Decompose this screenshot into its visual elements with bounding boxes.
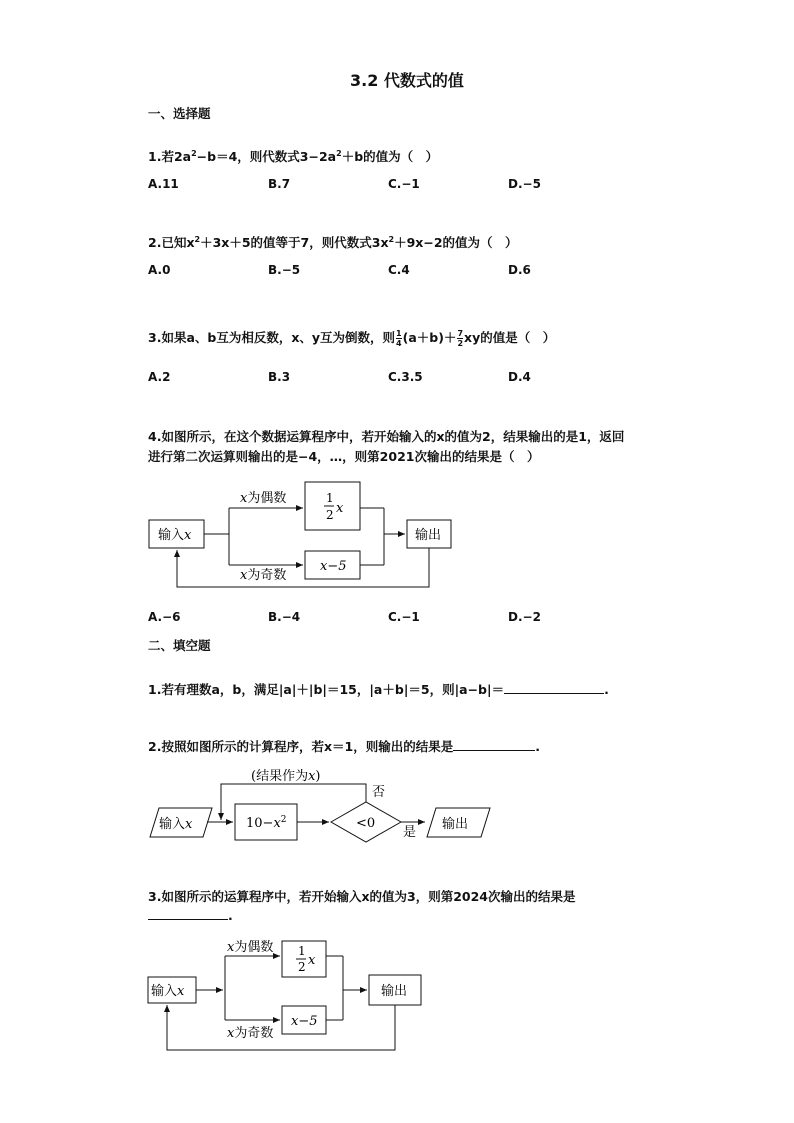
- flowchart-2: [145, 764, 495, 844]
- q4-option-d[interactable]: D.−2: [508, 610, 541, 624]
- fill-question-3-line-1: 3.如图所示的运算程序中，若开始输入x的值为3，则第2024次输出的结果是: [148, 889, 576, 904]
- fig1-half-var: x: [336, 501, 344, 516]
- fig2-condition-label: <0: [356, 816, 376, 831]
- question-4-line-2: 进行第二次运算则输出的是−4，…，则第2021次输出的结果是（ ）: [148, 449, 540, 464]
- q3-frac1-den: 4: [396, 339, 402, 348]
- q3-frac1-num: 1: [396, 329, 402, 338]
- q1-text-c: ＋b的值为（ ）: [341, 149, 439, 164]
- fill-question-1: [148, 680, 609, 698]
- fig3-output-label: 输出: [381, 984, 408, 999]
- q3-frac2-num: 7: [457, 329, 464, 338]
- f1-end: .: [604, 682, 609, 697]
- q3-text-c: xy的值是（ ）: [464, 330, 556, 345]
- q1-option-d[interactable]: D.−5: [508, 177, 541, 191]
- fig1-half-num: 1: [326, 491, 334, 505]
- fig3-input-label: 输入x: [151, 984, 185, 999]
- f2-end: .: [535, 739, 540, 754]
- q3-fraction-1: [396, 329, 402, 348]
- fig2-loop-label: (结果作为x): [251, 769, 321, 784]
- q3-fraction-2: [457, 329, 463, 348]
- fig3-half-var: x: [308, 953, 316, 968]
- question-1: [148, 147, 438, 165]
- fill-question-2: [148, 737, 540, 755]
- page-title: 3.2 代数式的值: [350, 71, 464, 90]
- q3-frac2-den: 2: [457, 339, 464, 348]
- q3-text-b: (a＋b)＋: [402, 330, 457, 345]
- q2-text-b: ＋3x＋5的值等于7，则代数式3x: [200, 235, 389, 250]
- fig3-minus-expr: x−5: [291, 1014, 318, 1029]
- q1-option-c[interactable]: C.−1: [388, 177, 420, 191]
- fig2-output-label: 输出: [442, 817, 469, 832]
- f3-end: .: [228, 908, 233, 923]
- section-heading-choice: 一、选择题: [148, 106, 211, 121]
- q3-option-d[interactable]: D.4: [508, 370, 531, 384]
- q4-option-c[interactable]: C.−1: [388, 610, 420, 624]
- f1-answer-blank[interactable]: [504, 681, 604, 694]
- fig1-half-den: 2: [326, 508, 334, 522]
- fig1-input-label: 输入x: [158, 528, 192, 543]
- fig2-input-label: 输入x: [159, 817, 193, 832]
- q4-option-a[interactable]: A.−6: [148, 610, 181, 624]
- q1-text-a: 1.若2a: [148, 149, 192, 164]
- q2-option-a[interactable]: A.0: [148, 263, 171, 277]
- q3-text-a: 3.如果a、b互为相反数，x、y互为倒数，则: [148, 330, 396, 345]
- q2-text-a: 2.已知x: [148, 235, 195, 250]
- q2-sup-1: 2: [194, 234, 201, 244]
- fig1-odd-label: x为奇数: [240, 568, 287, 583]
- q2-text-c: ＋9x−2的值为（ ）: [394, 235, 518, 250]
- q2-option-d[interactable]: D.6: [508, 263, 531, 277]
- f2-answer-blank[interactable]: [453, 738, 535, 751]
- q1-option-a[interactable]: A.11: [148, 177, 179, 191]
- fig3-half-den: 2: [298, 960, 306, 974]
- question-3: [148, 328, 555, 348]
- fill-question-3-line-2: [148, 907, 233, 923]
- section-heading-fill: 二、填空题: [148, 638, 211, 653]
- q4-option-b[interactable]: B.−4: [268, 610, 301, 624]
- fig2-expr-label: $10-x^2$: [246, 815, 287, 831]
- q1-sup-1: 2: [191, 148, 197, 158]
- flowchart-3: [145, 936, 435, 1056]
- fig3-even-label: x为偶数: [227, 940, 274, 955]
- flowchart-1: [145, 478, 465, 598]
- q1-option-b[interactable]: B.7: [268, 177, 291, 191]
- fig1-minus-expr: x−5: [320, 559, 347, 574]
- fig2-no-label: 否: [372, 785, 386, 800]
- q2-option-c[interactable]: C.4: [388, 263, 410, 277]
- fig3-half-num: 1: [298, 944, 306, 958]
- q3-option-a[interactable]: A.2: [148, 370, 171, 384]
- f2-text: 2.按照如图所示的计算程序，若x＝1，则输出的结果是: [148, 739, 454, 754]
- fig3-odd-label: x为奇数: [227, 1026, 274, 1041]
- fig1-output-label: 输出: [415, 528, 442, 543]
- fig2-yes-label: 是: [403, 825, 417, 840]
- question-4-line-1: 4.如图所示，在这个数据运算程序中，若开始输入的x的值为2，结果输出的是1，返回: [148, 429, 625, 444]
- q1-text-b: −b＝4，则代数式3−2a: [196, 149, 337, 164]
- fig1-even-label: x为偶数: [240, 491, 287, 506]
- f3-answer-blank[interactable]: [148, 907, 228, 920]
- q2-sup-2: 2: [388, 234, 395, 244]
- f1-text: 1.若有理数a，b，满足|a|＋|b|＝15，|a＋b|＝5，则|a−b|＝: [148, 682, 505, 697]
- question-2: [148, 233, 518, 251]
- q3-option-c[interactable]: C.3.5: [388, 370, 423, 384]
- q1-sup-2: 2: [336, 148, 342, 158]
- q3-option-b[interactable]: B.3: [268, 370, 291, 384]
- q2-option-b[interactable]: B.−5: [268, 263, 301, 277]
